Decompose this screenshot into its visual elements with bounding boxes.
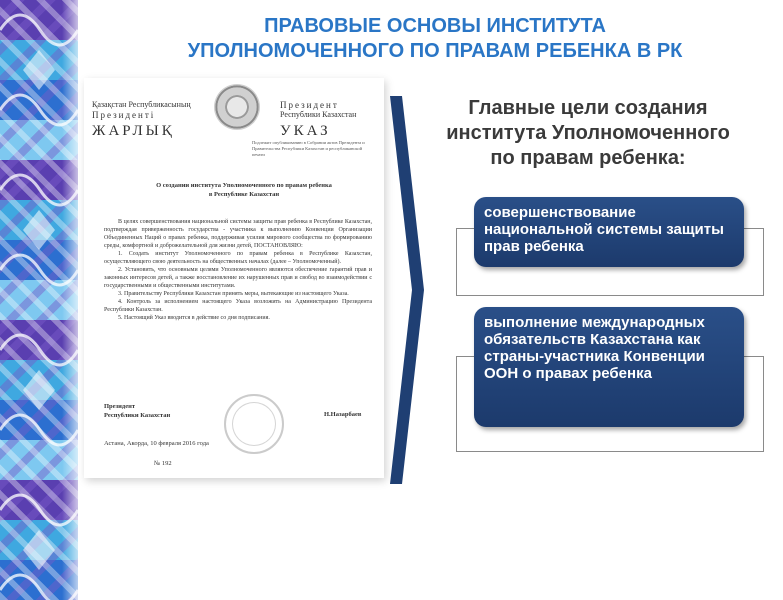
decree-paragraph: 1. Создать институт Уполномоченного по правам ребенка в Республике Казахстан, осуществляющего свою деятельность на общественных началах (далее – Уполномоченный).: [104, 251, 372, 265]
decree-header-right-line1: Президент: [280, 100, 339, 110]
goal-card: выполнение международных обязательств Казахстана как страны-участника Конвенции ООН о правах ребенка: [474, 307, 744, 427]
ornament-fade: [62, 0, 86, 600]
goals-heading: [418, 96, 758, 171]
decree-paragraph: 5. Настоящий Указ вводится в действие со дня подписания.: [118, 315, 270, 321]
decree-header-right-title: УКАЗ: [280, 123, 331, 139]
decree-signatory-line2: Республики Казахстан: [104, 412, 171, 419]
decree-body: [104, 218, 372, 322]
decree-subject-line2: в Республике Казахстан: [208, 191, 280, 198]
decree-header-left-title: ЖАРЛЫҚ: [92, 123, 175, 139]
decree-signatory-line1: Президент: [104, 403, 136, 410]
decree-header-kazakh: [92, 100, 204, 140]
decree-signature-name: Н.Назарбаев: [324, 411, 362, 418]
decree-place-date: Астана, Акорда, 10 февраля 2016 года: [104, 440, 209, 447]
decree-subject-line1: О создании института Уполномоченного по правам ребенка: [156, 182, 332, 189]
goals-heading-line1: Главные цели создания: [468, 97, 708, 119]
decree-paragraph: В целях совершенствования национальной системы защиты прав ребенка в Республике Казахстан, подтверждая приверженность государства - участника к выполнению Конвенции Организации Объединенных Наций о правах ребенка, поддерживая усилия мирового сообщества по формированию среды, комфортной и доброжелательной для жизни детей, ПОСТАНОВЛЯЮ:: [104, 219, 372, 249]
official-stamp-icon: [224, 394, 284, 454]
decree-document: [84, 78, 384, 478]
goals-heading-line3: по правам ребенка:: [490, 147, 686, 169]
title-line-2: УПОЛНОМОЧЕННОГО ПО ПРАВАМ РЕБЕНКА В РК: [187, 40, 683, 62]
decree-paragraph: 2. Установить, что основными целями Уполномоченного являются обеспечение гарантий прав и законных интересов детей, а также восстановление их нарушенных прав и свобод во взаимодействии с государственными и общественными институтами.: [104, 267, 372, 289]
decree-number: № 192: [154, 460, 172, 467]
decree-header-russian: [280, 100, 384, 140]
decree-signatory: [104, 402, 170, 420]
goals-heading-line2: института Уполномоченного: [446, 122, 730, 144]
decree-paragraph: 4. Контроль за исполнением настоящего Указа возложить на Администрацию Президента Республики Казахстан.: [104, 299, 372, 313]
page-title: [110, 14, 760, 64]
decree-subject: [124, 181, 364, 199]
decree-publication-note: Подлежит опубликованию в Собрании актов Президента и Правительства Республики Казахстан и республиканской печати: [252, 140, 365, 157]
decree-header-left-line1: Қазақстан Республикасының: [92, 100, 191, 109]
title-line-1: ПРАВОВЫЕ ОСНОВЫ ИНСТИТУТА: [264, 15, 606, 37]
decree-header-right-line2: Республики Казахстан: [280, 110, 357, 119]
decree-header-left-line2: Президенті: [92, 110, 156, 120]
state-emblem-icon: [214, 84, 260, 130]
decree-paragraph: 3. Правительству Республики Казахстан принять меры, вытекающие из настоящего Указа.: [118, 291, 349, 297]
goal-card: совершенствование национальной системы защиты прав ребенка: [474, 197, 744, 267]
